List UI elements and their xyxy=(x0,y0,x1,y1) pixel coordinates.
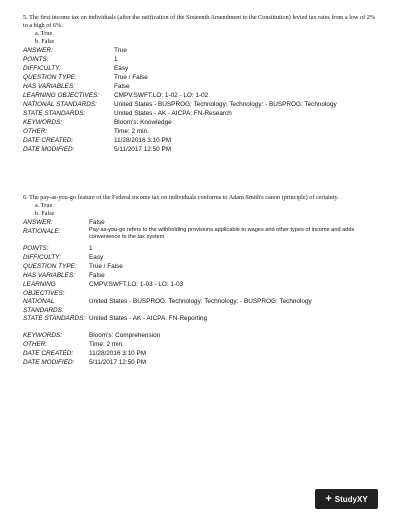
meta-row xyxy=(23,145,375,154)
meta-value: Easy xyxy=(114,65,129,72)
meta-row xyxy=(23,64,375,73)
meta-row xyxy=(23,271,375,280)
meta-label: QUESTION TYPE: xyxy=(23,263,77,270)
meta-value: Time: 2 min. xyxy=(114,128,149,135)
meta-row xyxy=(23,340,375,349)
meta-row xyxy=(23,358,375,367)
meta-label: LEARNING OBJECTIVES: xyxy=(23,92,99,99)
question-5-option-b: b. False xyxy=(35,38,55,45)
meta-value: 5/11/2017 12:50 PM xyxy=(114,146,172,153)
meta-value: CMPV.SWFT.LO: 1-03 - LO: 1-03 xyxy=(89,281,184,288)
meta-value: Time: 2 min. xyxy=(89,341,124,348)
meta-label: KEYWORDS: xyxy=(23,332,63,339)
meta-label: DATE CREATED: xyxy=(23,137,74,144)
meta-label: DATE MODIFIED: xyxy=(23,359,75,366)
meta-value: CMPV.SWFT.LO: 1-02 - LO: 1-02 xyxy=(114,92,209,99)
meta-row xyxy=(23,73,375,82)
meta-value: 11/28/2016 3:10 PM xyxy=(114,137,172,144)
meta-value: Bloom's: Comprehension xyxy=(89,332,161,339)
meta-row xyxy=(23,349,375,358)
meta-row xyxy=(23,55,375,64)
meta-value: Bloom's: Knowledge xyxy=(114,119,172,126)
meta-row xyxy=(23,100,375,109)
meta-label: DIFFICULTY: xyxy=(23,254,61,261)
meta-label: OTHER: xyxy=(23,128,48,135)
meta-label: QUESTION TYPE: xyxy=(23,74,77,81)
meta-row xyxy=(23,253,375,262)
meta-label: ANSWER: xyxy=(23,47,53,54)
meta-row xyxy=(23,109,375,118)
question-6 xyxy=(23,194,375,367)
meta-value: United States - BUSPROG: Technology: Technology: - BUSPROG: Technology xyxy=(89,298,312,305)
meta-value: Easy xyxy=(89,254,104,261)
logo-text: StudyXY xyxy=(334,494,368,504)
meta-label: ANSWER: xyxy=(23,219,53,226)
question-6-text: 6. The pay-as-you-go feature of the Federal income tax on individuals conforms to Adam Smith's canon (principle) of certainty. xyxy=(23,194,339,201)
meta-value: United States - BUSPROG: Technology: Technology: - BUSPROG: Technology xyxy=(114,101,337,108)
meta-value: False xyxy=(89,219,105,226)
meta-row xyxy=(23,136,375,145)
meta-row xyxy=(23,262,375,271)
studyxy-logo[interactable] xyxy=(315,489,378,509)
meta-value: 1 xyxy=(114,56,118,63)
meta-value: 5/11/2017 12:50 PM xyxy=(89,359,147,366)
meta-value: True xyxy=(114,47,127,54)
question-5 xyxy=(23,14,375,154)
meta-label: LEARNING OBJECTIVES: xyxy=(23,281,65,297)
question-5-text: 5. The first income tax on individuals (after the ratification of the Sixteenth Amendment to the Constitution) levied tax rates from a low of 2% to a high of 6%. xyxy=(23,14,375,29)
meta-value: True / False xyxy=(114,74,148,81)
meta-label: STATE STANDARDS: xyxy=(23,110,86,117)
meta-label: NATIONAL STANDARDS: xyxy=(23,298,64,314)
meta-value: Pay-as-you-go refers to the withholding provisions applicable to wages and other types of income and adds convenience to the tax system. xyxy=(89,227,355,240)
meta-row xyxy=(23,227,375,244)
meta-row xyxy=(23,280,375,297)
meta-label: DATE CREATED: xyxy=(23,350,74,357)
meta-row xyxy=(23,297,375,314)
meta-row xyxy=(23,46,375,55)
meta-row xyxy=(23,331,375,340)
meta-row xyxy=(23,127,375,136)
question-6-option-a: a. True xyxy=(35,202,53,209)
meta-label: NATIONAL STANDARDS: xyxy=(23,101,97,108)
meta-value: 11/28/2016 3:10 PM xyxy=(89,350,147,357)
meta-value: True / False xyxy=(89,263,123,270)
meta-label: HAS VARIABLES: xyxy=(23,83,75,90)
meta-value: United States - AK - AICPA: FN-Reporting xyxy=(89,315,208,322)
meta-label: STATE STANDARDS: xyxy=(23,315,86,322)
meta-value: False xyxy=(114,83,130,90)
meta-label: HAS VARIABLES: xyxy=(23,272,75,279)
meta-label: KEYWORDS: xyxy=(23,119,63,126)
meta-row xyxy=(23,91,375,100)
meta-value: 1 xyxy=(89,245,93,252)
meta-label: DATE MODIFIED: xyxy=(23,146,75,153)
meta-label: RATIONALE: xyxy=(23,228,61,235)
plus-icon: + xyxy=(325,492,332,505)
meta-label: POINTS: xyxy=(23,245,49,252)
meta-label: DIFFICULTY: xyxy=(23,65,61,72)
meta-row xyxy=(23,314,375,331)
meta-value: False xyxy=(89,272,105,279)
meta-row xyxy=(23,118,375,127)
meta-value: United States - AK - AICPA: FN-Research xyxy=(114,110,232,117)
meta-row xyxy=(23,82,375,91)
meta-row xyxy=(23,218,375,227)
question-5-option-a: a. True xyxy=(35,30,53,37)
meta-label: POINTS: xyxy=(23,56,49,63)
meta-label: OTHER: xyxy=(23,341,48,348)
meta-row xyxy=(23,244,375,253)
question-6-option-b: b. False xyxy=(35,210,55,217)
